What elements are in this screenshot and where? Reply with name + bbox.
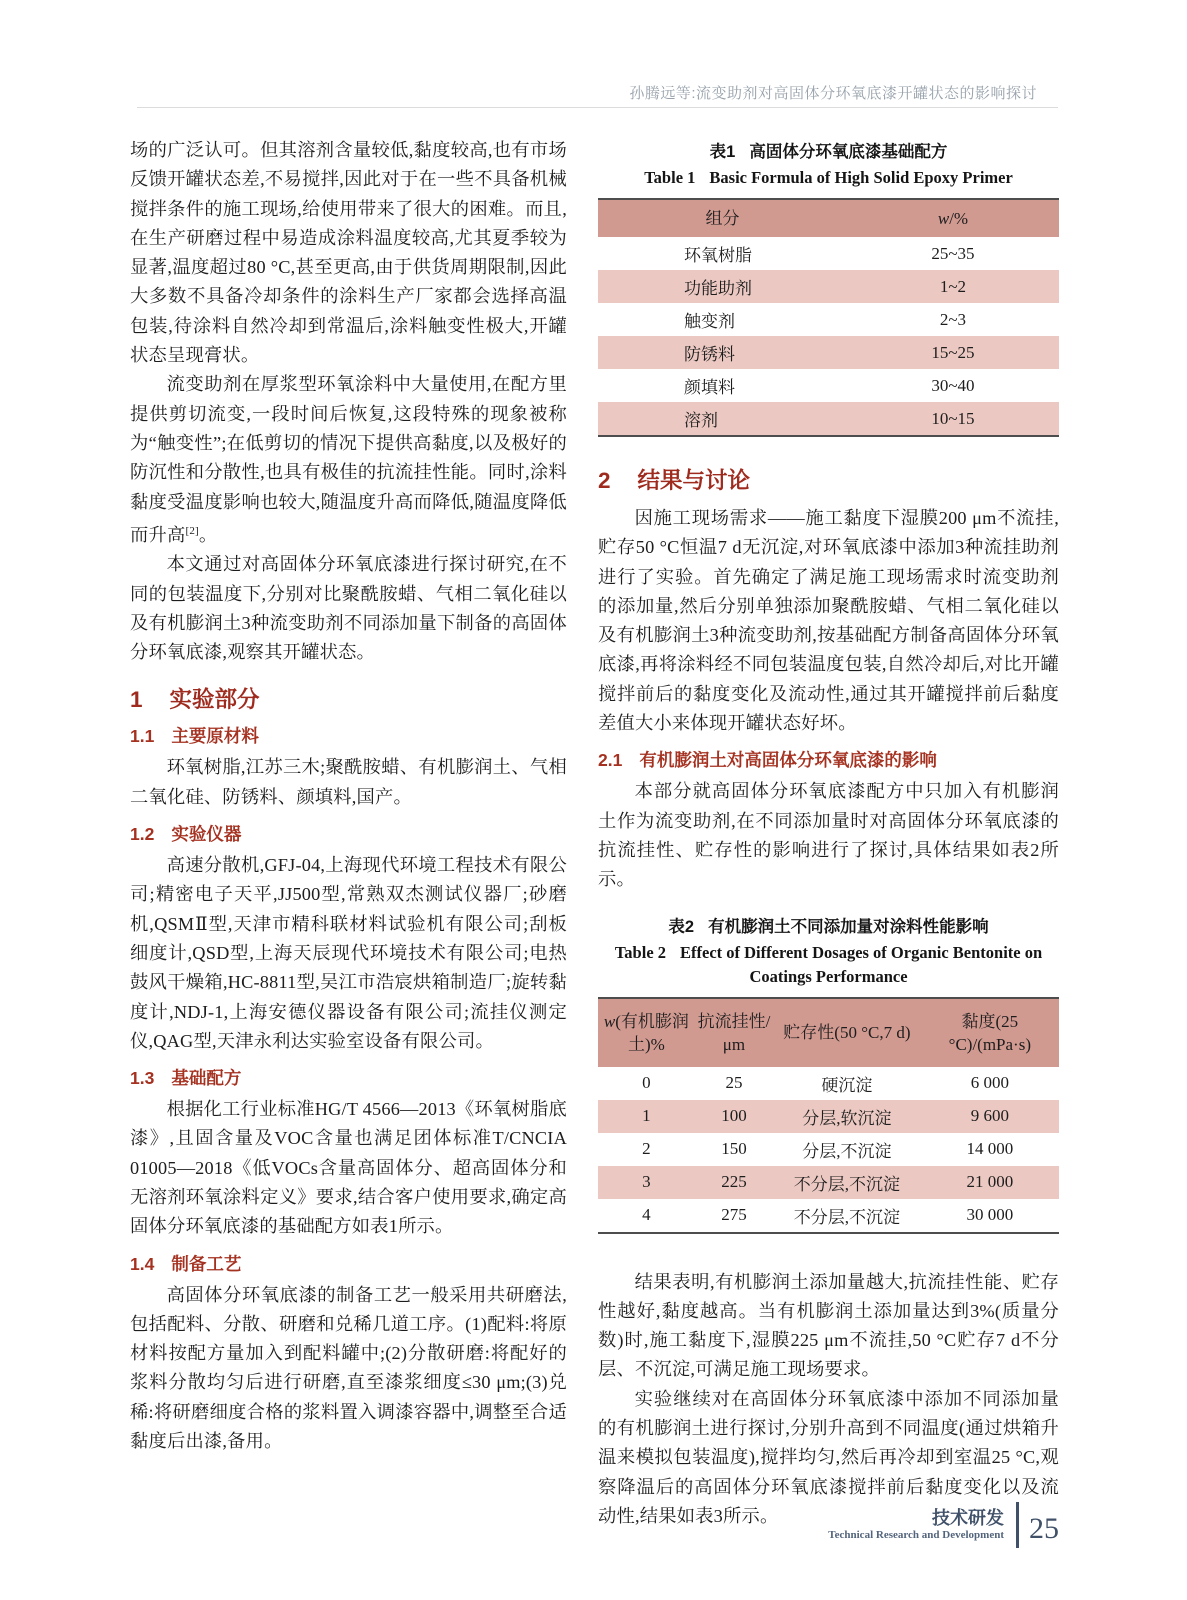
- body-paragraph: [130, 370, 567, 550]
- column-header: [847, 199, 1059, 237]
- table-cell: 硬沉淀: [821, 1075, 873, 1095]
- table-cell: 6 000: [970, 1073, 1009, 1093]
- table-cell: 10~15: [847, 402, 1059, 436]
- table-cell: 30~40: [931, 375, 975, 395]
- table-cell: 颜填料: [684, 378, 735, 397]
- footer-section-labels: [828, 1508, 1004, 1542]
- section-1-1-heading: [130, 723, 567, 748]
- table-label: 表2: [668, 917, 695, 936]
- section-number: 1.2: [130, 824, 155, 845]
- table-2-caption-en: [598, 941, 1059, 989]
- table-row: [598, 1199, 1059, 1233]
- table-row: [598, 303, 1059, 336]
- table-header-row: [598, 998, 1059, 1067]
- table-title: 有机膨润土不同添加量对涂料性能影响: [708, 917, 989, 936]
- right-column: [598, 136, 1059, 1531]
- footer-section-label-cn: 技术研发: [932, 1508, 1004, 1528]
- table-title: 高固体分环氧底漆基础配方: [749, 143, 948, 161]
- section-number: 2: [598, 468, 611, 493]
- column-header: 贮存性(50 °C,7 d): [773, 998, 921, 1067]
- table-cell: 溶剂: [598, 402, 847, 436]
- table-cell: 防锈料: [598, 336, 847, 369]
- table-cell: 14 000: [966, 1139, 1014, 1159]
- section-1-4-heading: [130, 1251, 567, 1276]
- table-row: [598, 402, 1059, 436]
- paragraph-text: 流变助剂在厚浆型环氧涂料中大量使用,在配方里提供剪切流变,一段时间后恢复,这段特殊的现象被称为“触变性”;在低剪切的情况下提供高黏度,以及极好的防沉性和分散性,也具有极佳的抗流挂性能。同时,涂料黏度受温度影响也较大,随温度升高而降低,随温度降低而升高: [130, 374, 567, 545]
- body-paragraph: 场的广泛认可。但其溶剂含量较低,黏度较高,也有市场反馈开罐状态差,不易搅拌,因此对于在一些不具备机械搅拌条件的施工现场,给使用带来了很大的困难。而且,在生产研磨过程中易造成涂料温度较高,尤其夏季较为显著,温度超过80 °C,甚至更高,由于供货周期限制,因此大多数不具备冷却条件的涂料生产厂家都会选择高温包装,待涂料自然冷却到常温后,涂料触变性极大,开罐状态呈现膏状。: [130, 140, 567, 366]
- column-header-symbol: w: [603, 1011, 616, 1031]
- table-cell: 25~35: [931, 243, 975, 263]
- section-1-3-heading: [130, 1065, 567, 1090]
- table-row: [598, 1067, 1059, 1100]
- table-cell: 15~25: [847, 336, 1059, 369]
- body-paragraph: 高速分散机,GFJ-04,上海现代环境工程技术有限公司;精密电子天平,JJ500型,常熟双杰测试仪器厂;砂磨机,QSMⅡ型,天津市精科联材料试验机有限公司;刮板细度计,QSD型,上海天辰现代环境技术有限公司;电热鼓风干燥箱,HC-8811型,吴江市浩宸烘箱制造厂;旋转黏度计,NDJ-1,上海安德仪器设备有限公司;流挂仪测定仪,QAG型,天津永利达实验室设备有限公司。: [130, 855, 567, 1051]
- table-cell: 2~3: [939, 309, 967, 329]
- table-cell: 环氧树脂: [684, 246, 752, 265]
- section-2-heading: [598, 463, 1059, 495]
- table-cell: 功能助剂: [598, 270, 847, 303]
- table-1: [598, 198, 1059, 437]
- section-1-2-heading: [130, 821, 567, 846]
- table-cell: 30 000: [966, 1205, 1014, 1225]
- column-header-unit: (有机膨润土)%: [615, 1011, 689, 1054]
- table-cell: 9 600: [921, 1100, 1059, 1133]
- column-header: [598, 998, 695, 1067]
- section-title: 结果与讨论: [637, 468, 751, 493]
- body-paragraph: 本文通过对高固体分环氧底漆进行探讨研究,在不同的包装温度下,分别对比聚酰胺蜡、气相二氧化硅以及有机膨润土3种流变助剂不同添加量下制备的高固体分环氧底漆,观察其开罐状态。: [130, 554, 567, 663]
- table-cell: 1~2: [847, 270, 1059, 303]
- table-row: [598, 1166, 1059, 1199]
- table-cell: 3: [598, 1166, 695, 1199]
- section-title: 基础配方: [171, 1068, 242, 1089]
- section-title: 实验部分: [169, 687, 260, 713]
- table-cell: 225: [695, 1166, 773, 1199]
- section-title: 有机膨润土对高固体分环氧底漆的影响: [639, 750, 937, 771]
- column-header-unit: /%: [949, 209, 969, 228]
- table-cell: 不分层,不沉淀: [793, 1207, 901, 1227]
- header-divider: [137, 107, 1058, 108]
- section-number: 1.4: [130, 1253, 155, 1274]
- body-paragraph: 根据化工行业标准HG/T 4566—2013《环氧树脂底漆》,且固含量及VOC含量也满足团体标准T/CNCIA 01005—2018《低VOCs含量高固体分、超高固体分和无溶剂环氧涂料定义》要求,结合客户使用要求,确定高固体分环氧底漆的基础配方如表1所示。: [130, 1099, 567, 1237]
- body-paragraph: 环氧树脂,江苏三木;聚酰胺蜡、有机膨润土、气相二氧化硅、防锈料、颜填料,国产。: [130, 757, 567, 807]
- table-cell: 21 000: [921, 1166, 1059, 1199]
- table-cell: 2: [642, 1139, 651, 1159]
- table-1-caption-en: [598, 166, 1059, 190]
- section-number: 2.1: [598, 750, 623, 771]
- citation-ref: [2]: [185, 524, 199, 537]
- table-cell: 0: [642, 1073, 651, 1093]
- section-number: 1.1: [130, 726, 155, 747]
- table-1-caption: [598, 140, 1059, 190]
- table-cell: 4: [642, 1205, 651, 1225]
- table-cell: 275: [721, 1205, 747, 1225]
- left-column: [130, 136, 567, 1531]
- section-title: 实验仪器: [171, 824, 242, 845]
- section-number: 1.3: [130, 1068, 155, 1089]
- table-2-caption: [598, 915, 1059, 989]
- page-content: [130, 136, 1059, 1531]
- table-cell: 分层,软沉淀: [773, 1100, 921, 1133]
- table-cell: 150: [721, 1139, 747, 1159]
- column-header: 组分: [598, 199, 847, 237]
- section-number: 1: [130, 687, 143, 713]
- footer-section-label-en: Technical Research and Development: [828, 1529, 1004, 1541]
- footer-divider: [1016, 1502, 1019, 1548]
- column-header: 黏度(25 °C)/(mPa·s): [921, 998, 1059, 1067]
- table-cell: 25: [725, 1073, 743, 1093]
- paragraph-text: 。: [198, 524, 218, 545]
- body-paragraph: 结果表明,有机膨润土添加量越大,抗流挂性能、贮存性越好,黏度越高。当有机膨润土添加量达到3%(质量分数)时,施工黏度下,湿膜225 μm不流挂,50 °C贮存7 d不分层、不沉淀,可满足施工现场要求。: [598, 1271, 1059, 1380]
- table-label: 表1: [709, 143, 736, 161]
- table-title: Effect of Different Dosages of Organic Bentonite on Coatings Performance: [680, 942, 1043, 986]
- table-row: [598, 270, 1059, 303]
- table-label: Table 2: [614, 942, 667, 962]
- body-paragraph: 实验继续对在高固体分环氧底漆中添加不同添加量的有机膨润土进行探讨,分别升高到不同温度(通过烘箱升温来模拟包装温度),搅拌均匀,然后再冷却到室温25 °C,观察降温后的高固体分环氧底漆搅拌前后黏度变化以及流动性,结果如表3所示。: [598, 1388, 1059, 1526]
- table-row: [598, 336, 1059, 369]
- table-title: Basic Formula of High Solid Epoxy Primer: [709, 168, 1013, 187]
- column-header-symbol: w: [937, 209, 950, 228]
- table-row: [598, 1100, 1059, 1133]
- body-paragraph: 本部分就高固体分环氧底漆配方中只加入有机膨润土作为流变助剂,在不同添加量时对高固体分环氧底漆的抗流挂性、贮存性的影响进行了探讨,具体结果如表2所示。: [598, 781, 1059, 890]
- page-footer: [828, 1502, 1059, 1548]
- table-2: [598, 997, 1059, 1234]
- table-cell: 分层,不沉淀: [802, 1141, 892, 1161]
- table-row: [598, 369, 1059, 402]
- running-head-title: 孙腾远等:流变助剂对高固体分环氧底漆开罐状态的影响探讨: [629, 85, 1037, 102]
- table-cell: 不分层,不沉淀: [773, 1166, 921, 1199]
- section-title: 制备工艺: [171, 1253, 242, 1274]
- table-row: [598, 1133, 1059, 1166]
- table-2-caption-cn: [598, 915, 1059, 939]
- body-paragraph: 因施工现场需求——施工黏度下湿膜200 μm不流挂,贮存50 °C恒温7 d无沉淀,对环氧底漆中添加3种流挂助剂进行了实验。首先确定了满足施工现场需求时流变助剂的添加量,然后分别单独添加聚酰胺蜡、气相二氧化硅以及有机膨润土3种流变助剂,按基础配方制备高固体分环氧底漆,再将涂料经不同包装温度包装,自然冷却后,对比开罐搅拌前后的黏度变化及流动性,通过其开罐搅拌前后黏度差值大小来体现开罐状态好坏。: [598, 508, 1059, 734]
- section-1-heading: [130, 682, 567, 714]
- table-cell: 触变剂: [684, 312, 735, 331]
- table-row: [598, 237, 1059, 270]
- section-2-1-heading: [598, 747, 1059, 772]
- page-number: 25: [1029, 1512, 1059, 1545]
- table-1-caption-cn: [598, 140, 1059, 164]
- table-label: Table 1: [644, 168, 696, 187]
- table-header-row: [598, 199, 1059, 237]
- section-title: 主要原材料: [171, 726, 259, 747]
- table-cell: 100: [695, 1100, 773, 1133]
- column-header: 抗流挂性/μm: [695, 998, 773, 1067]
- body-paragraph: 高固体分环氧底漆的制备工艺一般采用共研磨法,包括配料、分散、研磨和兑稀几道工序。(1)配料:将原材料按配方量加入到配料罐中;(2)分散研磨:将配好的浆料分散均匀后进行研磨,直至漆浆细度≤30 μm;(3)兑稀:将研磨细度合格的浆料置入调漆容器中,调整至合适黏度后出漆,备用。: [130, 1284, 567, 1452]
- table-cell: 1: [598, 1100, 695, 1133]
